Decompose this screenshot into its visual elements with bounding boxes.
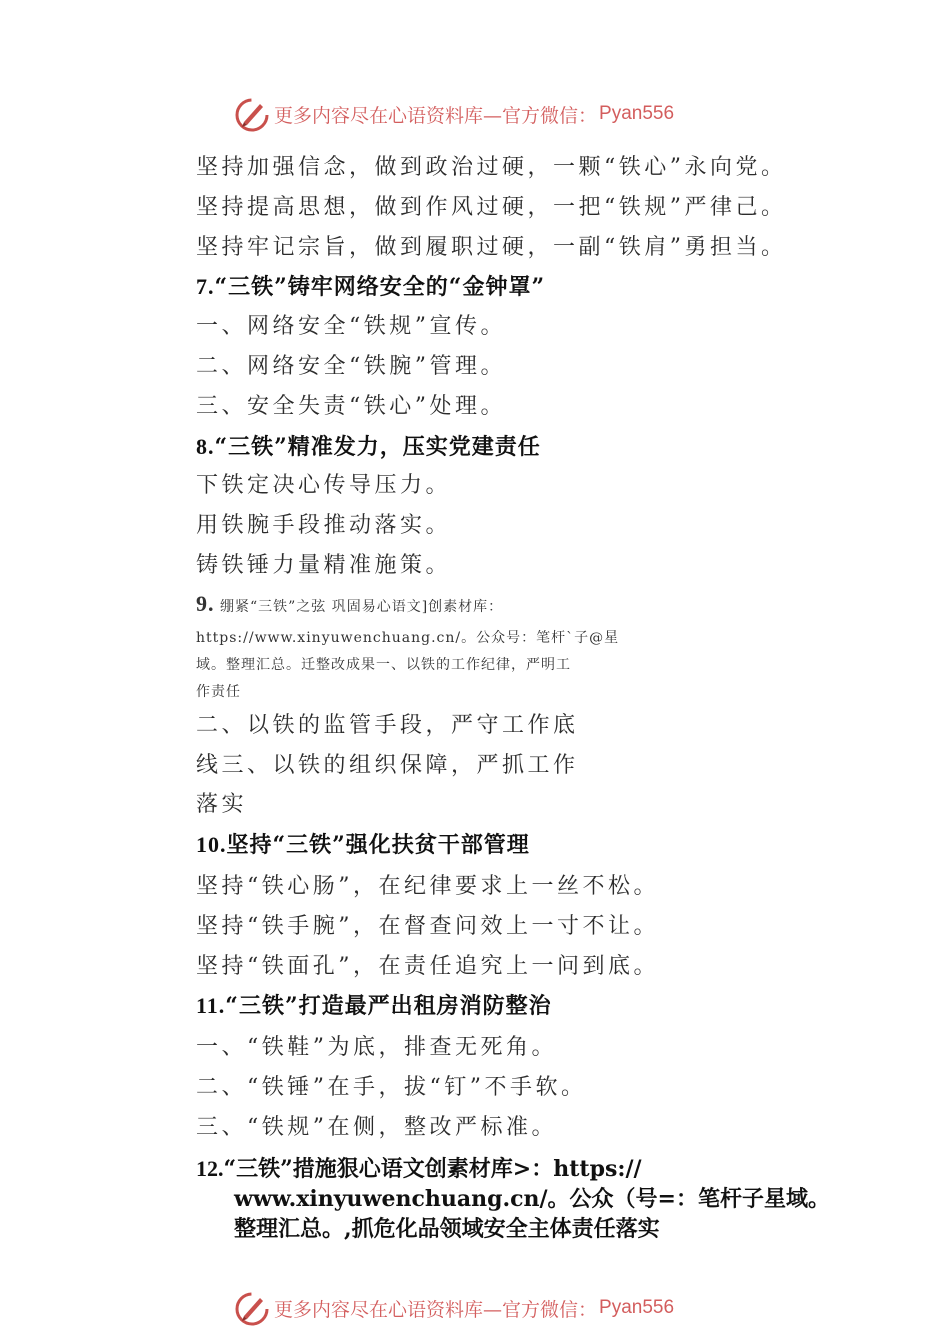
text-line: 三、“铁规”在侧，整改严标准。 — [196, 1114, 557, 1140]
text-line: 坚持牢记宗旨，做到履职过硬，一副“铁肩”勇担当。 — [196, 234, 787, 260]
heading-continuation: 整理汇总。,抓危化品领域安全主体责任落实 — [234, 1215, 660, 1242]
section-heading-7 — [196, 267, 876, 307]
text-line: 铸铁锤力量精准施策。 — [196, 552, 452, 578]
banner-text: 更多内容尽在心语资料库—官方微信： — [274, 104, 598, 127]
section-heading-10 — [196, 825, 876, 865]
section-heading-12 — [196, 1154, 876, 1184]
heading-text: “三铁”精准发力，压实党建责任 — [214, 433, 541, 460]
text-line: https://www.xinyuwenchuang.cn/。公众号：笔杆`子@星 — [196, 629, 620, 646]
heading-number: 8. — [196, 433, 215, 459]
heading-text: 绷紧“三铁”之弦 巩固易心语文]创素材库： — [219, 598, 504, 615]
text-line: 二、“铁锤”在手，拔“钉”不手软。 — [196, 1074, 587, 1100]
banner-wechat-id: Pyan556 — [599, 103, 675, 124]
text-line: 作责任 — [196, 683, 241, 700]
text-line: 下铁定决心传导压力。 — [196, 473, 452, 499]
heading-text: 坚持“三铁”强化扶贫干部管理 — [226, 832, 530, 859]
text-line: 一、“铁鞋”为底，排查无死角。 — [196, 1035, 557, 1061]
heading-text: “三铁”打造最严出租房消防整治 — [225, 993, 552, 1020]
text-line: 二、以铁的监管手段，严守工作底 — [196, 712, 579, 738]
text-line: 一、网络安全“铁规”宣传。 — [196, 314, 506, 340]
text-line: 用铁腕手段推动落实。 — [196, 513, 452, 539]
heading-continuation: www.xinyuwenchuang.cn/。公众（号=：笔杆子星域。 — [234, 1185, 830, 1212]
heading-text: “三铁”措施狠心语文创素材库>：https:// — [223, 1155, 642, 1182]
heading-number: 10. — [196, 832, 227, 858]
heading-number: 11. — [196, 993, 226, 1019]
text-line: 坚持“铁面孔”，在责任追究上一问到底。 — [196, 953, 659, 979]
document-body — [196, 148, 876, 1244]
text-line: 二、网络安全“铁腕”管理。 — [196, 353, 506, 379]
text-line: 坚持加强信念，做到政治过硬，一颗“铁心”永向党。 — [196, 155, 787, 180]
header-watermark — [232, 94, 674, 134]
section-heading-8 — [196, 427, 876, 467]
banner-wechat-id: Pyan556 — [599, 1297, 675, 1318]
pen-logo-icon — [232, 1288, 272, 1328]
text-line: 域。整理汇总。迁整改成果一、以铁的工作纪律，严明工 — [196, 656, 571, 673]
heading-number: 7. — [196, 274, 215, 300]
text-line: 落实 — [196, 792, 248, 818]
banner-text: 更多内容尽在心语资料库—官方微信： — [274, 1298, 598, 1321]
text-line: 坚持“铁心肠”，在纪律要求上一丝不松。 — [196, 873, 659, 899]
section-heading-11 — [196, 986, 876, 1026]
section-heading-9 — [196, 590, 876, 621]
heading-number: 9. — [196, 590, 215, 616]
heading-number: 12. — [196, 1155, 224, 1181]
footer-watermark — [232, 1288, 674, 1328]
text-line: 线三、以铁的组织保障，严抓工作 — [196, 752, 579, 778]
heading-text: “三铁”铸牢网络安全的“金钟罩” — [214, 274, 546, 301]
pen-logo-icon — [232, 94, 272, 134]
text-line: 坚持“铁手腕”，在督查问效上一寸不让。 — [196, 913, 659, 939]
text-line: 坚持提高思想，做到作风过硬，一把“铁规”严律己。 — [196, 194, 787, 220]
text-line: 三、安全失责“铁心”处理。 — [196, 393, 506, 419]
